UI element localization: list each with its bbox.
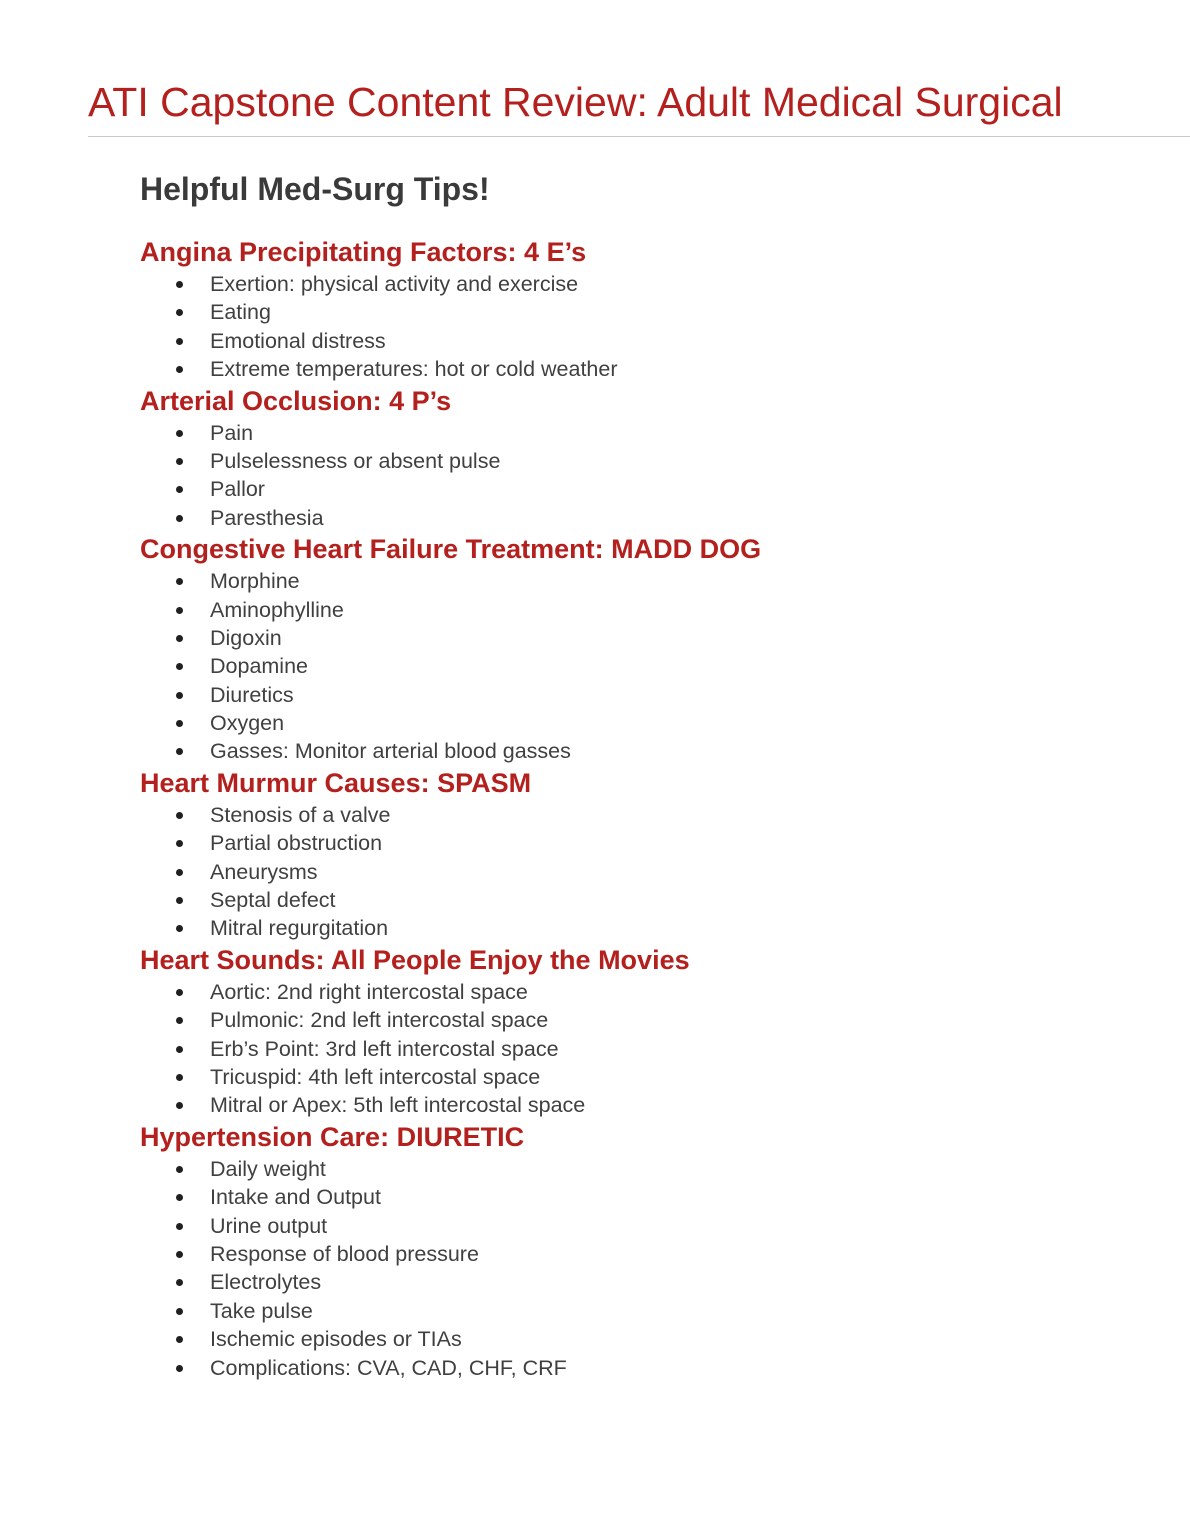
list-item bbox=[140, 504, 1140, 532]
list-item bbox=[140, 419, 1140, 447]
bullet-icon bbox=[176, 1102, 183, 1109]
list-item bbox=[140, 1297, 1140, 1325]
list-item-text: Urine output bbox=[210, 1213, 328, 1238]
list-item-text: Electrolytes bbox=[210, 1270, 322, 1295]
list-item bbox=[140, 886, 1140, 914]
bullet-icon bbox=[176, 989, 183, 996]
list-item bbox=[140, 270, 1140, 298]
bullet-icon bbox=[176, 869, 183, 876]
bullet-icon bbox=[176, 840, 183, 847]
list-item bbox=[140, 1063, 1140, 1091]
list-item bbox=[140, 1325, 1140, 1353]
list-item bbox=[140, 829, 1140, 857]
bullet-icon bbox=[176, 1336, 183, 1343]
list-item bbox=[140, 978, 1140, 1006]
bullet-icon bbox=[176, 515, 183, 522]
list-item bbox=[140, 1091, 1140, 1119]
section-heading: Hypertension Care: DIURETIC bbox=[140, 1121, 525, 1152]
list-item-text: Partial obstruction bbox=[210, 831, 383, 856]
list-item bbox=[140, 624, 1140, 652]
bullet-icon bbox=[176, 1279, 183, 1286]
list-item bbox=[140, 652, 1140, 680]
list-item bbox=[140, 737, 1140, 765]
bullet-icon bbox=[176, 281, 183, 288]
list-item-text: Take pulse bbox=[210, 1298, 313, 1323]
tip-section bbox=[140, 532, 1140, 766]
bullet-icon bbox=[176, 1223, 183, 1230]
section-heading: Angina Precipitating Factors: 4 E’s bbox=[140, 237, 587, 267]
list-item bbox=[140, 1354, 1140, 1382]
bullet-list bbox=[140, 801, 1140, 943]
section-heading: Arterial Occlusion: 4 P’s bbox=[140, 385, 452, 416]
list-item-text: Oxygen bbox=[210, 711, 285, 736]
list-item bbox=[140, 1212, 1140, 1240]
list-item-text: Mitral or Apex: 5th left intercostal space bbox=[210, 1093, 586, 1118]
list-item bbox=[140, 355, 1140, 383]
bullet-icon bbox=[176, 366, 183, 373]
list-item-text: Response of blood pressure bbox=[210, 1241, 479, 1266]
bullet-icon bbox=[176, 1308, 183, 1315]
list-item-text: Intake and Output bbox=[210, 1185, 381, 1210]
bullet-icon bbox=[176, 812, 183, 819]
bullet-icon bbox=[176, 925, 183, 932]
bullet-icon bbox=[176, 692, 183, 699]
list-item bbox=[140, 567, 1140, 595]
section-heading: Congestive Heart Failure Treatment: MADD DOG bbox=[140, 534, 762, 565]
list-item-text: Tricuspid: 4th left intercostal space bbox=[210, 1064, 541, 1089]
tip-section bbox=[140, 384, 1140, 533]
list-item bbox=[140, 298, 1140, 326]
bullet-icon bbox=[176, 1365, 183, 1372]
list-item bbox=[140, 1240, 1140, 1268]
bullet-icon bbox=[176, 748, 183, 755]
list-item bbox=[140, 327, 1140, 355]
bullet-icon bbox=[176, 720, 183, 727]
list-item bbox=[140, 914, 1140, 942]
list-item bbox=[140, 1268, 1140, 1296]
document-title: ATI Capstone Content Review: Adult Medical Surgical bbox=[88, 79, 1063, 125]
list-item-text: Aneurysms bbox=[210, 859, 318, 884]
page-subtitle: Helpful Med-Surg Tips! bbox=[140, 171, 490, 207]
bullet-icon bbox=[176, 578, 183, 585]
list-item-text: Pulmonic: 2nd left intercostal space bbox=[210, 1008, 549, 1033]
bullet-icon bbox=[176, 1251, 183, 1258]
bullet-icon bbox=[176, 1017, 183, 1024]
list-item-text: Extreme temperatures: hot or cold weather bbox=[210, 357, 618, 382]
list-item-text: Digoxin bbox=[210, 625, 282, 650]
bullet-icon bbox=[176, 458, 183, 465]
list-item-text: Emotional distress bbox=[210, 328, 386, 353]
list-item-text: Diuretics bbox=[210, 682, 294, 707]
bullet-icon bbox=[176, 897, 183, 904]
list-item-text: Stenosis of a valve bbox=[210, 802, 391, 827]
list-item-text: Septal defect bbox=[210, 888, 336, 913]
bullet-icon bbox=[176, 309, 183, 316]
bullet-list bbox=[140, 270, 1140, 384]
bullet-list bbox=[140, 978, 1140, 1120]
title-divider bbox=[88, 136, 1190, 137]
list-item-text: Morphine bbox=[210, 569, 300, 594]
list-item-text: Dopamine bbox=[210, 654, 308, 679]
list-item bbox=[140, 681, 1140, 709]
list-item-text: Mitral regurgitation bbox=[210, 916, 389, 941]
bullet-list bbox=[140, 1155, 1140, 1382]
list-item bbox=[140, 596, 1140, 624]
bullet-icon bbox=[176, 635, 183, 642]
list-item bbox=[140, 475, 1140, 503]
tips-sections bbox=[140, 235, 1140, 1382]
list-item bbox=[140, 801, 1140, 829]
list-item bbox=[140, 1183, 1140, 1211]
document-body bbox=[140, 164, 1140, 1382]
list-item bbox=[140, 1035, 1140, 1063]
list-item-text: Pallor bbox=[210, 477, 265, 502]
list-item bbox=[140, 858, 1140, 886]
bullet-icon bbox=[176, 486, 183, 493]
list-item-text: Aminophylline bbox=[210, 597, 344, 622]
bullet-icon bbox=[176, 663, 183, 670]
section-heading: Heart Murmur Causes: SPASM bbox=[140, 767, 532, 798]
list-item-text: Pulselessness or absent pulse bbox=[210, 448, 501, 473]
list-item-text: Exertion: physical activity and exercise bbox=[210, 272, 579, 296]
list-item-text: Complications: CVA, CAD, CHF, CRF bbox=[210, 1355, 567, 1380]
bullet-icon bbox=[176, 1074, 183, 1081]
bullet-icon bbox=[176, 1046, 183, 1053]
bullet-list bbox=[140, 419, 1140, 533]
list-item-text: Erb’s Point: 3rd left intercostal space bbox=[210, 1036, 559, 1061]
list-item-text: Ischemic episodes or TIAs bbox=[210, 1327, 462, 1352]
bullet-icon bbox=[176, 1166, 183, 1173]
list-item-text: Eating bbox=[210, 300, 271, 325]
tip-section bbox=[140, 235, 1140, 384]
list-item-text: Paresthesia bbox=[210, 505, 324, 530]
tip-section bbox=[140, 766, 1140, 943]
section-heading: Heart Sounds: All People Enjoy the Movies bbox=[140, 944, 690, 975]
tip-section bbox=[140, 943, 1140, 1120]
list-item-text: Gasses: Monitor arterial blood gasses bbox=[210, 739, 571, 764]
list-item-text: Daily weight bbox=[210, 1156, 326, 1181]
bullet-icon bbox=[176, 430, 183, 437]
bullet-list bbox=[140, 567, 1140, 766]
tip-section bbox=[140, 1120, 1140, 1382]
bullet-icon bbox=[176, 607, 183, 614]
list-item bbox=[140, 709, 1140, 737]
list-item bbox=[140, 447, 1140, 475]
bullet-icon bbox=[176, 1194, 183, 1201]
list-item bbox=[140, 1006, 1140, 1034]
bullet-icon bbox=[176, 338, 183, 345]
list-item-text: Pain bbox=[210, 420, 254, 445]
list-item-text: Aortic: 2nd right intercostal space bbox=[210, 979, 528, 1004]
list-item bbox=[140, 1155, 1140, 1183]
